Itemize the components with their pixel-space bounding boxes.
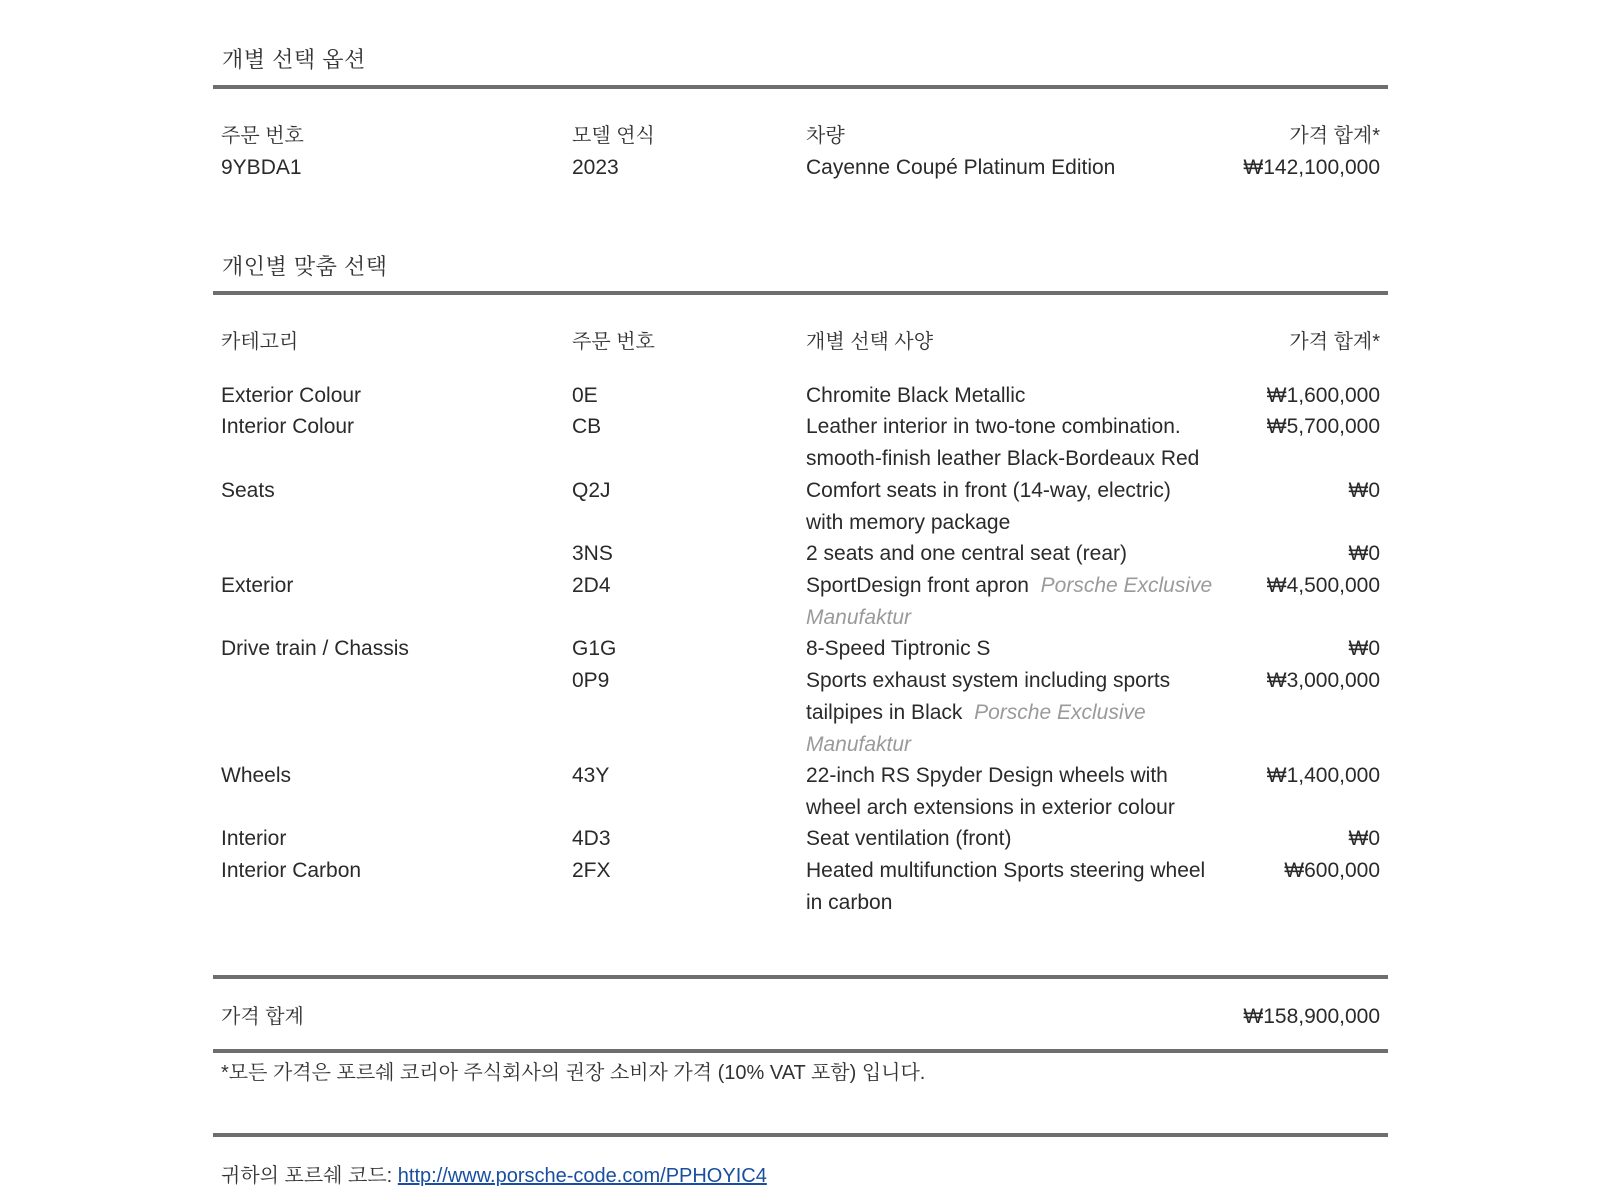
- table-row: [213, 823, 1388, 855]
- option-description: [806, 570, 1213, 634]
- porsche-code-label: 귀하의 포르쉐 코드:: [221, 1165, 393, 1187]
- header-category: 카테고리: [221, 331, 299, 353]
- option-description: [806, 760, 1206, 824]
- vehicle-name: Cayenne Coupé Platinum Edition: [806, 156, 1116, 179]
- total-row: [213, 1001, 1388, 1033]
- option-price: ₩0: [1348, 827, 1380, 850]
- option-price: ₩0: [1348, 542, 1380, 565]
- option-description: [806, 633, 1206, 665]
- option-code: 0E: [572, 384, 598, 407]
- table-row: [213, 633, 1388, 665]
- option-description-line: in carbon: [806, 891, 893, 914]
- option-description-line: Seat ventilation (front): [806, 827, 1012, 850]
- total-divider: [213, 975, 1388, 979]
- option-description-line: Chromite Black Metallic: [806, 384, 1026, 407]
- option-price: ₩3,000,000: [1266, 669, 1380, 692]
- option-code: 0P9: [572, 669, 610, 692]
- table-row: [213, 855, 1388, 914]
- option-description-text: tailpipes in Black: [806, 701, 963, 724]
- option-description: [806, 475, 1206, 539]
- exclusive-manufaktur-note: Manufaktur: [806, 606, 912, 629]
- section-divider: [213, 1133, 1388, 1137]
- total-value: ₩158,900,000: [1243, 1005, 1380, 1028]
- option-description-line: Sports exhaust system including sports: [806, 669, 1171, 692]
- option-description-line: [806, 570, 1213, 602]
- option-description-line: 8-Speed Tiptronic S: [806, 637, 991, 660]
- vehicle-header-row: [213, 120, 1388, 152]
- option-price: ₩0: [1348, 479, 1380, 502]
- option-code: Q2J: [572, 479, 611, 502]
- option-price: ₩4,500,000: [1266, 574, 1380, 597]
- header-price-total: 가격 합계*: [1289, 125, 1380, 147]
- option-description-line: 2 seats and one central seat (rear): [806, 542, 1128, 565]
- exclusive-manufaktur-note: Porsche Exclusive: [974, 701, 1146, 724]
- option-code: 4D3: [572, 827, 611, 850]
- option-price: ₩1,400,000: [1266, 764, 1380, 787]
- table-row: [213, 475, 1388, 534]
- option-category: Interior Carbon: [221, 859, 362, 882]
- option-category: Drive train / Chassis: [221, 637, 409, 660]
- table-row: [213, 665, 1388, 756]
- table-row: [213, 380, 1388, 412]
- option-description-text: SportDesign front apron: [806, 574, 1029, 597]
- header-order-no: 주문 번호: [572, 331, 655, 353]
- table-row: [213, 760, 1388, 819]
- exclusive-manufaktur-note: Manufaktur: [806, 733, 912, 756]
- option-price: ₩1,600,000: [1266, 384, 1380, 407]
- total-label: 가격 합계: [221, 1006, 304, 1028]
- table-row: [213, 538, 1388, 570]
- header-order-no: 주문 번호: [221, 125, 304, 147]
- option-category: Interior Colour: [221, 415, 355, 438]
- option-description-line: smooth-finish leather Black-Bordeaux Red: [806, 447, 1200, 470]
- option-code: 2D4: [572, 574, 611, 597]
- option-code: G1G: [572, 637, 617, 660]
- option-description: [806, 665, 1206, 761]
- option-category: Seats: [221, 479, 275, 502]
- option-description-line: Leather interior in two-tone combination.: [806, 415, 1181, 438]
- option-description-line: 22-inch RS Spyder Design wheels with: [806, 764, 1168, 787]
- vehicle-order-no: 9YBDA1: [221, 156, 302, 179]
- price-footnote: *모든 가격은 포르쉐 코리아 주식회사의 권장 소비자 가격 (10% VAT 포함) 입니다.: [221, 1062, 926, 1084]
- option-description-line: with memory package: [806, 511, 1011, 534]
- exclusive-manufaktur-note: Porsche Exclusive: [1040, 574, 1213, 597]
- option-description: [806, 823, 1206, 855]
- option-category: Wheels: [221, 764, 292, 787]
- option-price: ₩5,700,000: [1266, 415, 1380, 438]
- header-price-total: 가격 합계*: [1289, 331, 1380, 353]
- option-code: CB: [572, 415, 602, 438]
- option-code: 2FX: [572, 859, 611, 882]
- option-price: ₩0: [1348, 637, 1380, 660]
- section-divider: [213, 291, 1388, 295]
- section-title-personalization: 개인별 맞춤 선택: [222, 254, 388, 279]
- option-description-line: wheel arch extensions in exterior colour: [806, 796, 1175, 819]
- table-row: [213, 570, 1388, 629]
- option-description: [806, 855, 1206, 919]
- option-category: Exterior Colour: [221, 384, 362, 407]
- option-price: ₩600,000: [1284, 859, 1380, 882]
- option-description-line: [806, 697, 1206, 729]
- options-header-row: [213, 326, 1388, 358]
- header-vehicle: 차량: [806, 125, 845, 147]
- option-description: [806, 411, 1206, 475]
- section-title-options: 개별 선택 옵션: [222, 47, 366, 72]
- header-model-year: 모델 연식: [572, 125, 655, 147]
- total-divider: [213, 1049, 1388, 1053]
- section-divider: [213, 85, 1388, 89]
- option-category: Exterior: [221, 574, 294, 597]
- vehicle-row: [213, 152, 1388, 184]
- porsche-code-link[interactable]: http://www.porsche-code.com/PPHOYIC4: [397, 1165, 767, 1187]
- option-code: 43Y: [572, 764, 610, 787]
- option-description: [806, 538, 1206, 570]
- option-description: [806, 380, 1206, 412]
- header-option: 개별 선택 사양: [806, 331, 934, 353]
- option-category: Interior: [221, 827, 287, 850]
- option-code: 3NS: [572, 542, 613, 565]
- vehicle-price: ₩142,100,000: [1243, 156, 1380, 179]
- porsche-code-line: [221, 1159, 767, 1188]
- vehicle-model-year: 2023: [572, 156, 619, 179]
- option-description-line: Comfort seats in front (14-way, electric): [806, 479, 1171, 502]
- table-row: [213, 411, 1388, 470]
- option-description-line: Heated multifunction Sports steering wheel: [806, 859, 1206, 882]
